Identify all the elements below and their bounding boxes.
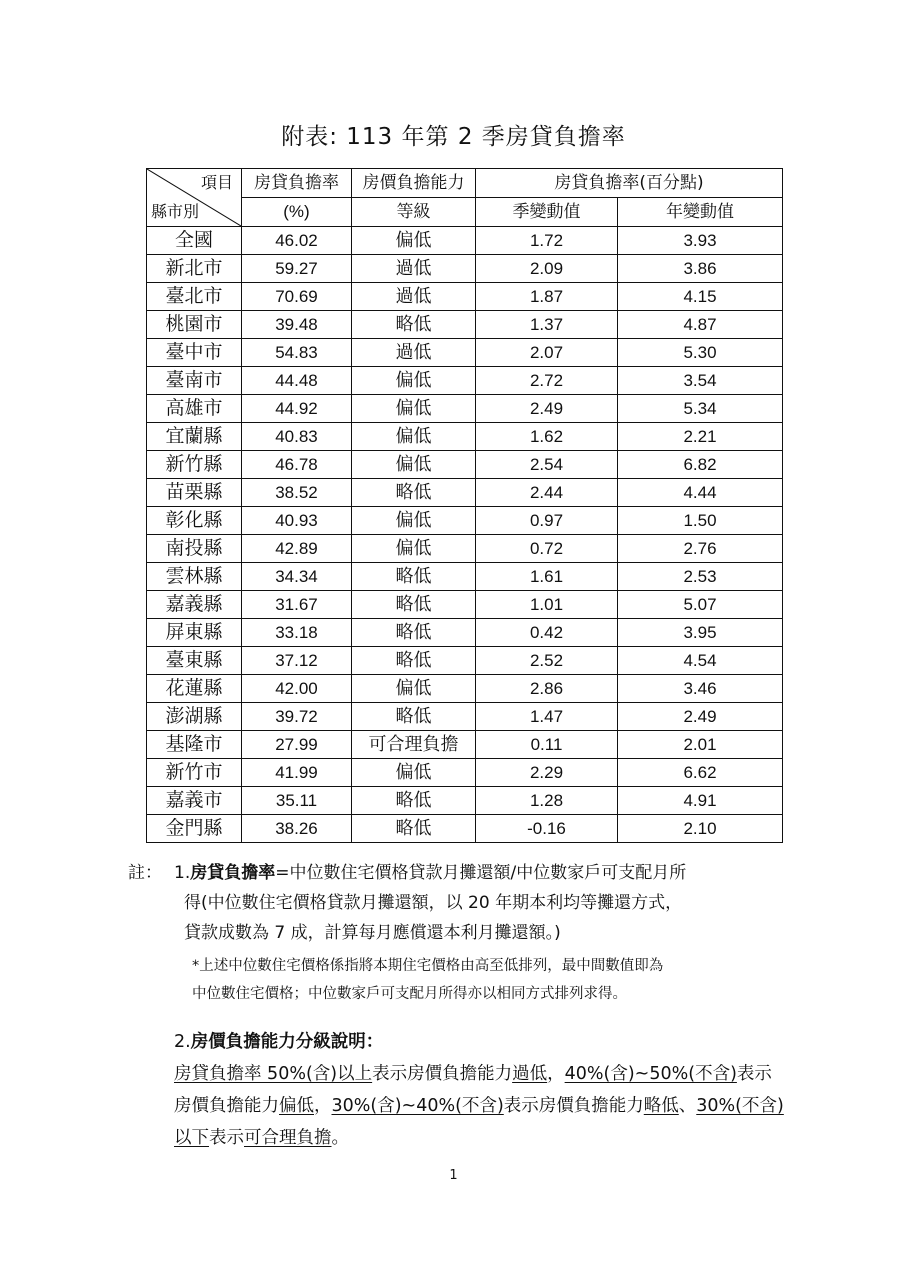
note-2-seg8: ，: [314, 1096, 332, 1116]
mortgage-burden-table: [146, 168, 783, 843]
note-1-small-line2: 中位數住宅價格；中位數家戶可支配月所得亦以相同方式排列求得。: [192, 986, 627, 1002]
note-2-seg5: 40%(含)~50%(不含): [564, 1064, 737, 1084]
note-1-small: [128, 952, 788, 1008]
ratio-cell: 38.52: [242, 479, 352, 507]
region-cell: 臺南市: [147, 367, 242, 395]
region-cell: 屏東縣: [147, 619, 242, 647]
level-cell: 略低: [352, 591, 476, 619]
table-row: [147, 787, 783, 815]
level-cell: 略低: [352, 787, 476, 815]
note-1-line3: 貸款成數為 7 成，計算每月應償還本利月攤還額。): [184, 923, 561, 943]
yoy-cell: 3.54: [618, 367, 783, 395]
qoq-cell: 2.07: [476, 339, 618, 367]
note-1-term: 房貸負擔率: [190, 863, 276, 883]
ratio-cell: 70.69: [242, 283, 352, 311]
table-row: [147, 815, 783, 843]
region-cell: 基隆市: [147, 731, 242, 759]
note-2-seg2: 表示房價負擔能力: [372, 1064, 513, 1084]
ratio-cell: 59.27: [242, 255, 352, 283]
notes: [128, 858, 788, 1154]
region-cell: 嘉義縣: [147, 591, 242, 619]
table-row: [147, 563, 783, 591]
level-cell: 可合理負擔: [352, 731, 476, 759]
header-ratio: 房貸負擔率: [242, 169, 352, 198]
region-cell: 高雄市: [147, 395, 242, 423]
ratio-cell: 44.92: [242, 395, 352, 423]
level-cell: 過低: [352, 283, 476, 311]
yoy-cell: 4.87: [618, 311, 783, 339]
region-cell: 嘉義市: [147, 787, 242, 815]
note-2-num: 2.: [174, 1032, 191, 1052]
table-row: [147, 647, 783, 675]
yoy-cell: 2.01: [618, 731, 783, 759]
note-2-body: [174, 1058, 788, 1154]
table-row: [147, 227, 783, 255]
qoq-cell: 1.01: [476, 591, 618, 619]
header-afford: 房價負擔能力: [352, 169, 476, 198]
note-1-line1-text: =中位數住宅價格貸款月攤還額/中位數家戶可支配月所: [275, 863, 687, 883]
region-cell: 臺中市: [147, 339, 242, 367]
note-1-text: [174, 858, 788, 948]
ratio-cell: 40.93: [242, 507, 352, 535]
qoq-cell: 0.11: [476, 731, 618, 759]
region-cell: 苗栗縣: [147, 479, 242, 507]
region-cell: 宜蘭縣: [147, 423, 242, 451]
notes-label: 註：: [128, 863, 162, 883]
level-cell: 過低: [352, 255, 476, 283]
table-row: [147, 591, 783, 619]
ratio-cell: 46.78: [242, 451, 352, 479]
qoq-cell: 2.86: [476, 675, 618, 703]
qoq-cell: 1.72: [476, 227, 618, 255]
note-2-seg10: 表示房價負擔能力: [503, 1096, 644, 1116]
note-2-seg13: 30%(不含)以下: [174, 1096, 784, 1148]
region-cell: 新竹縣: [147, 451, 242, 479]
qoq-cell: 2.49: [476, 395, 618, 423]
note-2-seg16: 。: [331, 1128, 349, 1148]
yoy-cell: 3.46: [618, 675, 783, 703]
note-2-heading: 房價負擔能力分級說明：: [190, 1032, 384, 1052]
table-row: [147, 367, 783, 395]
yoy-cell: 3.95: [618, 619, 783, 647]
ratio-cell: 41.99: [242, 759, 352, 787]
yoy-cell: 4.54: [618, 647, 783, 675]
note-2-seg6: 表示房價負擔能力: [174, 1064, 772, 1116]
yoy-cell: 4.44: [618, 479, 783, 507]
qoq-cell: 1.87: [476, 283, 618, 311]
ratio-cell: 54.83: [242, 339, 352, 367]
level-cell: 略低: [352, 311, 476, 339]
yoy-cell: 2.53: [618, 563, 783, 591]
level-cell: 略低: [352, 815, 476, 843]
ratio-cell: 39.72: [242, 703, 352, 731]
level-cell: 偏低: [352, 759, 476, 787]
level-cell: 偏低: [352, 395, 476, 423]
level-cell: 偏低: [352, 423, 476, 451]
yoy-cell: 5.34: [618, 395, 783, 423]
qoq-cell: 0.42: [476, 619, 618, 647]
region-cell: 彰化縣: [147, 507, 242, 535]
yoy-cell: 6.82: [618, 451, 783, 479]
ratio-cell: 33.18: [242, 619, 352, 647]
table-body: [147, 227, 783, 843]
header-ratio-unit: (%): [242, 198, 352, 227]
note-1-line2: 得(中位數住宅價格貸款月攤還額，以 20 年期本利均等攤還方式，: [184, 893, 683, 913]
table-row: [147, 619, 783, 647]
ratio-cell: 42.00: [242, 675, 352, 703]
note-2-seg1: 房貸負擔率 50%(含)以上: [174, 1064, 373, 1084]
yoy-cell: 2.76: [618, 535, 783, 563]
level-cell: 偏低: [352, 507, 476, 535]
level-cell: 偏低: [352, 451, 476, 479]
qoq-cell: 1.61: [476, 563, 618, 591]
diagonal-header-cell: [147, 169, 242, 227]
table-row: [147, 311, 783, 339]
header-row-1: [147, 169, 783, 198]
table-row: [147, 255, 783, 283]
ratio-cell: 38.26: [242, 815, 352, 843]
page-number: 1: [449, 1168, 458, 1183]
note-2-seg9: 30%(含)~40%(不含): [331, 1096, 504, 1116]
ratio-cell: 39.48: [242, 311, 352, 339]
table-row: [147, 731, 783, 759]
ratio-cell: 27.99: [242, 731, 352, 759]
yoy-cell: 5.07: [618, 591, 783, 619]
table-row: [147, 423, 783, 451]
level-cell: 略低: [352, 479, 476, 507]
note-2-seg12: 、: [678, 1096, 697, 1116]
qoq-cell: 0.72: [476, 535, 618, 563]
header-qoq: 季變動值: [476, 198, 618, 227]
yoy-cell: 3.93: [618, 227, 783, 255]
region-cell: 全國: [147, 227, 242, 255]
header-change: 房貸負擔率(百分點): [476, 169, 783, 198]
level-cell: 略低: [352, 619, 476, 647]
level-cell: 偏低: [352, 535, 476, 563]
note-2-seg7: 偏低: [279, 1096, 314, 1116]
table-row: [147, 339, 783, 367]
level-cell: 過低: [352, 339, 476, 367]
yoy-cell: 2.10: [618, 815, 783, 843]
note-2-seg4: ，: [547, 1064, 565, 1084]
qoq-cell: -0.16: [476, 815, 618, 843]
region-cell: 南投縣: [147, 535, 242, 563]
yoy-cell: 3.86: [618, 255, 783, 283]
qoq-cell: 1.47: [476, 703, 618, 731]
qoq-cell: 2.54: [476, 451, 618, 479]
level-cell: 偏低: [352, 675, 476, 703]
note-1: [128, 858, 788, 1008]
ratio-cell: 44.48: [242, 367, 352, 395]
yoy-cell: 2.49: [618, 703, 783, 731]
ratio-cell: 42.89: [242, 535, 352, 563]
yoy-cell: 6.62: [618, 759, 783, 787]
region-cell: 新北市: [147, 255, 242, 283]
region-cell: 金門縣: [147, 815, 242, 843]
qoq-cell: 2.29: [476, 759, 618, 787]
ratio-cell: 37.12: [242, 647, 352, 675]
region-cell: 花蓮縣: [147, 675, 242, 703]
level-cell: 偏低: [352, 227, 476, 255]
qoq-cell: 2.09: [476, 255, 618, 283]
note-2-seg14: 表示: [209, 1128, 244, 1148]
note-1-num: 1.: [174, 863, 191, 883]
table-row: [147, 759, 783, 787]
page-title: 附表: 113 年第 2 季房貸負擔率: [281, 124, 626, 150]
level-cell: 略低: [352, 563, 476, 591]
ratio-cell: 35.11: [242, 787, 352, 815]
table-row: [147, 703, 783, 731]
region-cell: 臺東縣: [147, 647, 242, 675]
qoq-cell: 1.37: [476, 311, 618, 339]
yoy-cell: 4.91: [618, 787, 783, 815]
region-cell: 雲林縣: [147, 563, 242, 591]
region-cell: 臺北市: [147, 283, 242, 311]
note-2-seg11: 略低: [643, 1096, 679, 1116]
yoy-cell: 1.50: [618, 507, 783, 535]
table-row: [147, 451, 783, 479]
qoq-cell: 0.97: [476, 507, 618, 535]
note-1-small-line1: *上述中位數住宅價格係指將本期住宅價格由高至低排列，最中間數值即為: [192, 958, 664, 974]
level-cell: 略低: [352, 647, 476, 675]
header-afford-sub: 等級: [352, 198, 476, 227]
region-cell: 新竹市: [147, 759, 242, 787]
ratio-cell: 34.34: [242, 563, 352, 591]
header-row-2: [147, 198, 783, 227]
qoq-cell: 1.62: [476, 423, 618, 451]
note-2-seg3: 過低: [512, 1064, 548, 1084]
note-2: [128, 1026, 788, 1154]
qoq-cell: 2.52: [476, 647, 618, 675]
ratio-cell: 31.67: [242, 591, 352, 619]
header-yoy: 年變動值: [618, 198, 783, 227]
table-row: [147, 479, 783, 507]
ratio-cell: 46.02: [242, 227, 352, 255]
yoy-cell: 2.21: [618, 423, 783, 451]
table-row: [147, 283, 783, 311]
qoq-cell: 1.28: [476, 787, 618, 815]
level-cell: 偏低: [352, 367, 476, 395]
level-cell: 略低: [352, 703, 476, 731]
table-row: [147, 535, 783, 563]
note-1-line1: [174, 858, 788, 888]
yoy-cell: 5.30: [618, 339, 783, 367]
qoq-cell: 2.72: [476, 367, 618, 395]
region-cell: 澎湖縣: [147, 703, 242, 731]
header-region: 縣市別: [151, 202, 200, 221]
table-row: [147, 675, 783, 703]
region-cell: 桃園市: [147, 311, 242, 339]
table-row: [147, 507, 783, 535]
table-row: [147, 395, 783, 423]
ratio-cell: 40.83: [242, 423, 352, 451]
note-2-seg15: 可合理負擔: [244, 1128, 332, 1148]
note-2-heading-line: [174, 1026, 788, 1058]
header-item: 項目: [200, 173, 233, 192]
yoy-cell: 4.15: [618, 283, 783, 311]
qoq-cell: 2.44: [476, 479, 618, 507]
